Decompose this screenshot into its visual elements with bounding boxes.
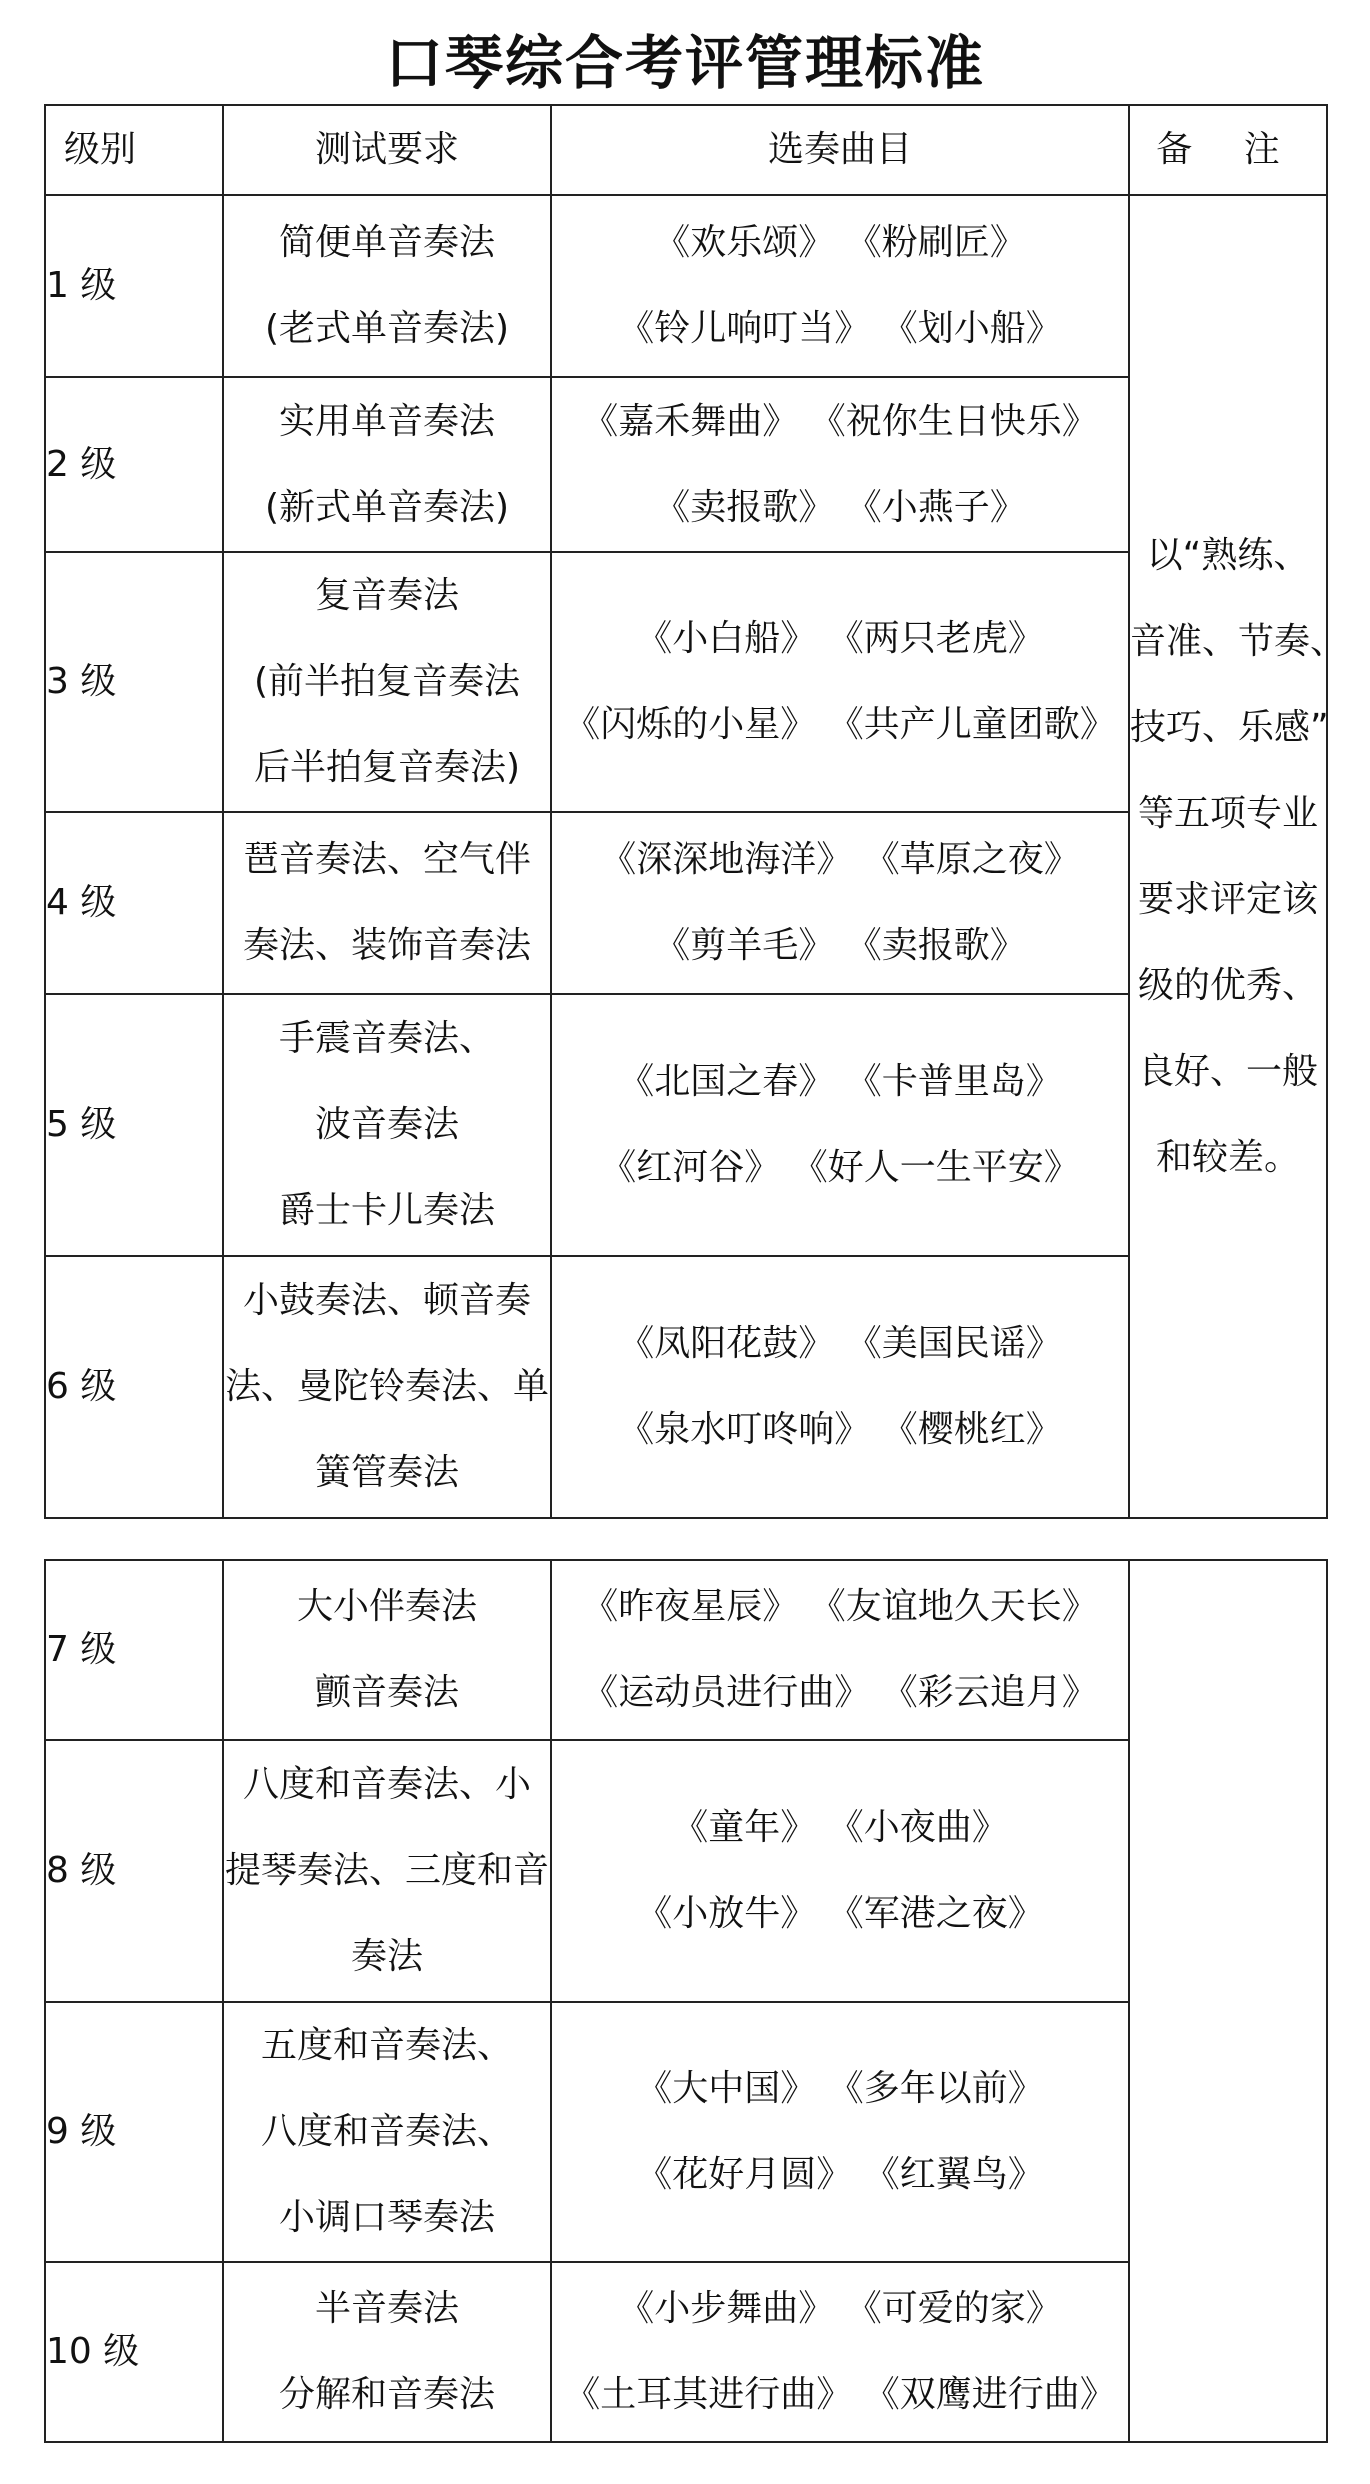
note-line: 以“熟练、 [1146,534,1310,576]
requirement-line: (前半拍复音奏法 [253,661,521,702]
songs-cell [551,1560,1129,1740]
song-line: 《昨夜星辰》 《友谊地久天长》 [582,1586,1098,1627]
requirement-line: 半音奏法 [314,2288,459,2329]
note-line: 等五项专业 [1137,792,1318,834]
song-line: 《大中国》 《多年以前》 [636,2068,1044,2109]
requirement-line: 颤音奏法 [314,1672,459,1713]
songs-cell [551,377,1129,552]
header-notes: 备 注 [1129,105,1327,195]
table-row [45,195,1327,377]
song-line: 《嘉禾舞曲》 《祝你生日快乐》 [582,400,1098,442]
song-line: 《卖报歌》 《小燕子》 [654,486,1026,528]
songs-cell [551,1740,1129,2002]
requirement-line: 后半拍复音奏法) [253,747,521,788]
requirement-line: 波音奏法 [314,1104,459,1145]
level-cell: 8 级 [45,1740,223,2002]
requirement-cell [223,377,551,552]
song-line: 《红河谷》 《好人一生平安》 [600,1147,1080,1188]
requirement-line: 八度和音奏法、小 [242,1764,531,1805]
note-line: 音准、节奏、 [1130,620,1347,662]
songs-cell [551,2262,1129,2442]
song-line: 《闪烁的小星》 《共产儿童团歌》 [564,704,1116,745]
level-cell: 6 级 [45,1256,223,1518]
notes-cell [1129,195,1347,1518]
requirement-line: 分解和音奏法 [278,2374,495,2415]
song-line: 《土耳其进行曲》 《双鹰进行曲》 [564,2374,1116,2415]
song-line: 《小白船》 《两只老虎》 [636,618,1044,659]
songs-cell [551,195,1129,377]
song-line: 《小步舞曲》 《可爱的家》 [618,2288,1062,2329]
requirement-cell [223,1560,551,1740]
songs-cell [551,1256,1129,1518]
note-line: 和较差。 [1155,1136,1300,1178]
songs-cell [551,994,1129,1256]
table-header-row [45,105,1327,195]
song-line: 《欢乐颂》 《粉刷匠》 [654,222,1026,263]
requirement-line: 大小伴奏法 [296,1586,477,1627]
songs-cell [551,2002,1129,2262]
requirement-line: (老式单音奏法) [264,308,510,349]
requirement-line: 奏法 [350,1936,423,1977]
standards-table-part-1 [44,104,1347,1519]
song-line: 《童年》 《小夜曲》 [672,1807,1008,1848]
song-line: 《泉水叮咚响》 《樱桃红》 [618,1409,1062,1450]
requirement-line: 法、曼陀铃奏法、单 [224,1366,549,1407]
requirement-line: 五度和音奏法、 [260,2025,513,2066]
song-line: 《北国之春》 《卡普里岛》 [618,1061,1062,1102]
requirement-cell [223,552,551,812]
level-cell: 9 级 [45,2002,223,2262]
level-cell: 4 级 [45,812,223,994]
requirement-cell [223,2002,551,2262]
requirement-line: 手震音奏法、 [278,1018,495,1059]
requirement-line: 琶音奏法、空气伴 [242,839,531,880]
level-cell: 1 级 [45,195,223,377]
requirement-cell [223,195,551,377]
note-line: 良好、一般 [1137,1050,1318,1092]
requirement-line: 八度和音奏法、 [260,2111,513,2152]
requirement-line: 实用单音奏法 [278,400,495,442]
header-songs: 选奏曲目 [551,105,1129,195]
requirement-line: 复音奏法 [314,575,459,616]
header-level: 级别 [45,105,223,195]
level-cell: 5 级 [45,994,223,1256]
song-line: 《剪羊毛》 《卖报歌》 [654,925,1026,966]
level-cell: 7 级 [45,1560,223,1740]
songs-cell [551,812,1129,994]
requirement-cell [223,2262,551,2442]
song-line: 《花好月圆》 《红翼鸟》 [636,2154,1044,2195]
notes-cell [1129,1560,1327,2442]
table-row [45,1560,1327,1740]
grading-note [1130,513,1347,1201]
note-line: 技巧、乐感” [1130,706,1329,748]
requirement-line: 小调口琴奏法 [278,2197,495,2238]
level-cell: 10 级 [45,2262,223,2442]
level-cell: 2 级 [45,377,223,552]
requirement-line: 简便单音奏法 [278,222,495,263]
requirement-line: 奏法、装饰音奏法 [242,925,531,966]
song-line: 《深深地海洋》 《草原之夜》 [600,839,1080,880]
requirement-cell [223,1740,551,2002]
requirement-line: (新式单音奏法) [264,486,510,528]
standards-table-part-2 [44,1559,1328,2443]
song-line: 《铃儿响叮当》 《划小船》 [618,308,1062,349]
page-title: 口琴综合考评管理标准 [384,29,985,97]
requirement-cell [223,994,551,1256]
header-requirement: 测试要求 [223,105,551,195]
songs-cell [551,552,1129,812]
note-line: 要求评定该 [1137,878,1318,920]
song-line: 《运动员进行曲》 《彩云追月》 [582,1672,1098,1713]
note-line: 级的优秀、 [1137,964,1318,1006]
song-line: 《凤阳花鼓》 《美国民谣》 [618,1323,1062,1364]
requirement-line: 小鼓奏法、顿音奏 [242,1280,531,1321]
song-line: 《小放牛》 《军港之夜》 [636,1893,1044,1934]
requirement-line: 簧管奏法 [314,1452,459,1493]
requirement-line: 爵士卡儿奏法 [278,1190,495,1231]
requirement-cell [223,812,551,994]
level-cell: 3 级 [45,552,223,812]
requirement-line: 提琴奏法、三度和音 [224,1850,549,1891]
requirement-cell [223,1256,551,1518]
